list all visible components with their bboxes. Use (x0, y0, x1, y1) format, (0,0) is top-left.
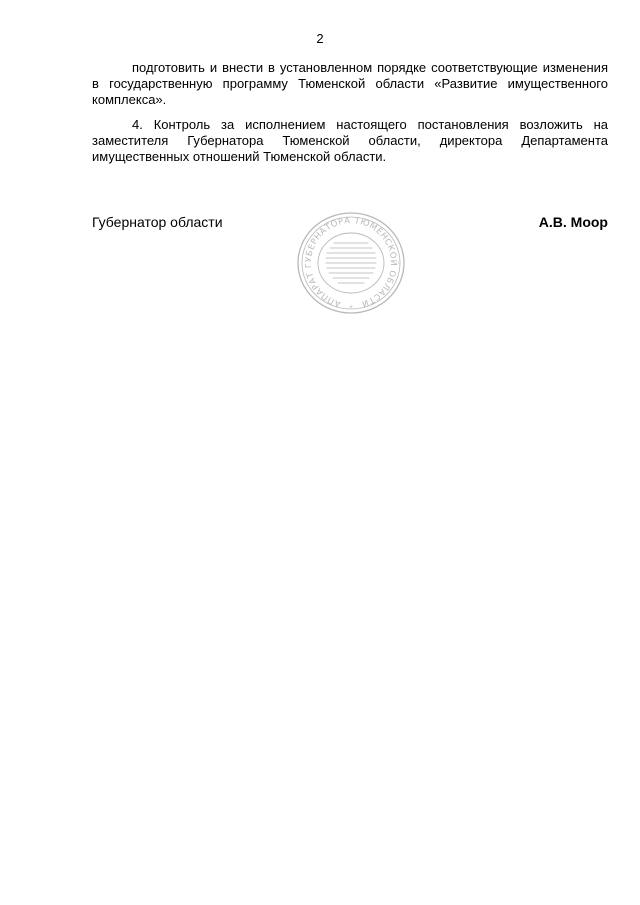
official-stamp (293, 211, 409, 317)
svg-text:АППАРАТ ГУБЕРНАТОРА ТЮМЕНСКОЙ: АППАРАТ ГУБЕРНАТОРА ТЮМЕНСКОЙ ОБЛАСТИ (302, 214, 400, 310)
paragraph-2: 4. Контроль за исполнением настоящего постановления возложить на заместителя Губернатора Тюменской области, директора Департамента имущественных отношений Тюменской области. (92, 116, 608, 165)
svg-text:*: * (349, 304, 353, 312)
page-number: 2 (316, 31, 324, 46)
signatory-position: Губернатор области (92, 214, 223, 230)
paragraph-1: подготовить и внести в установленном порядке соответствующие изменения в государственную программу Тюменской области «Развитие имущественного комплекса». (92, 60, 608, 108)
signatory-name: А.В. Моор (538, 214, 608, 230)
document-body (92, 60, 608, 165)
